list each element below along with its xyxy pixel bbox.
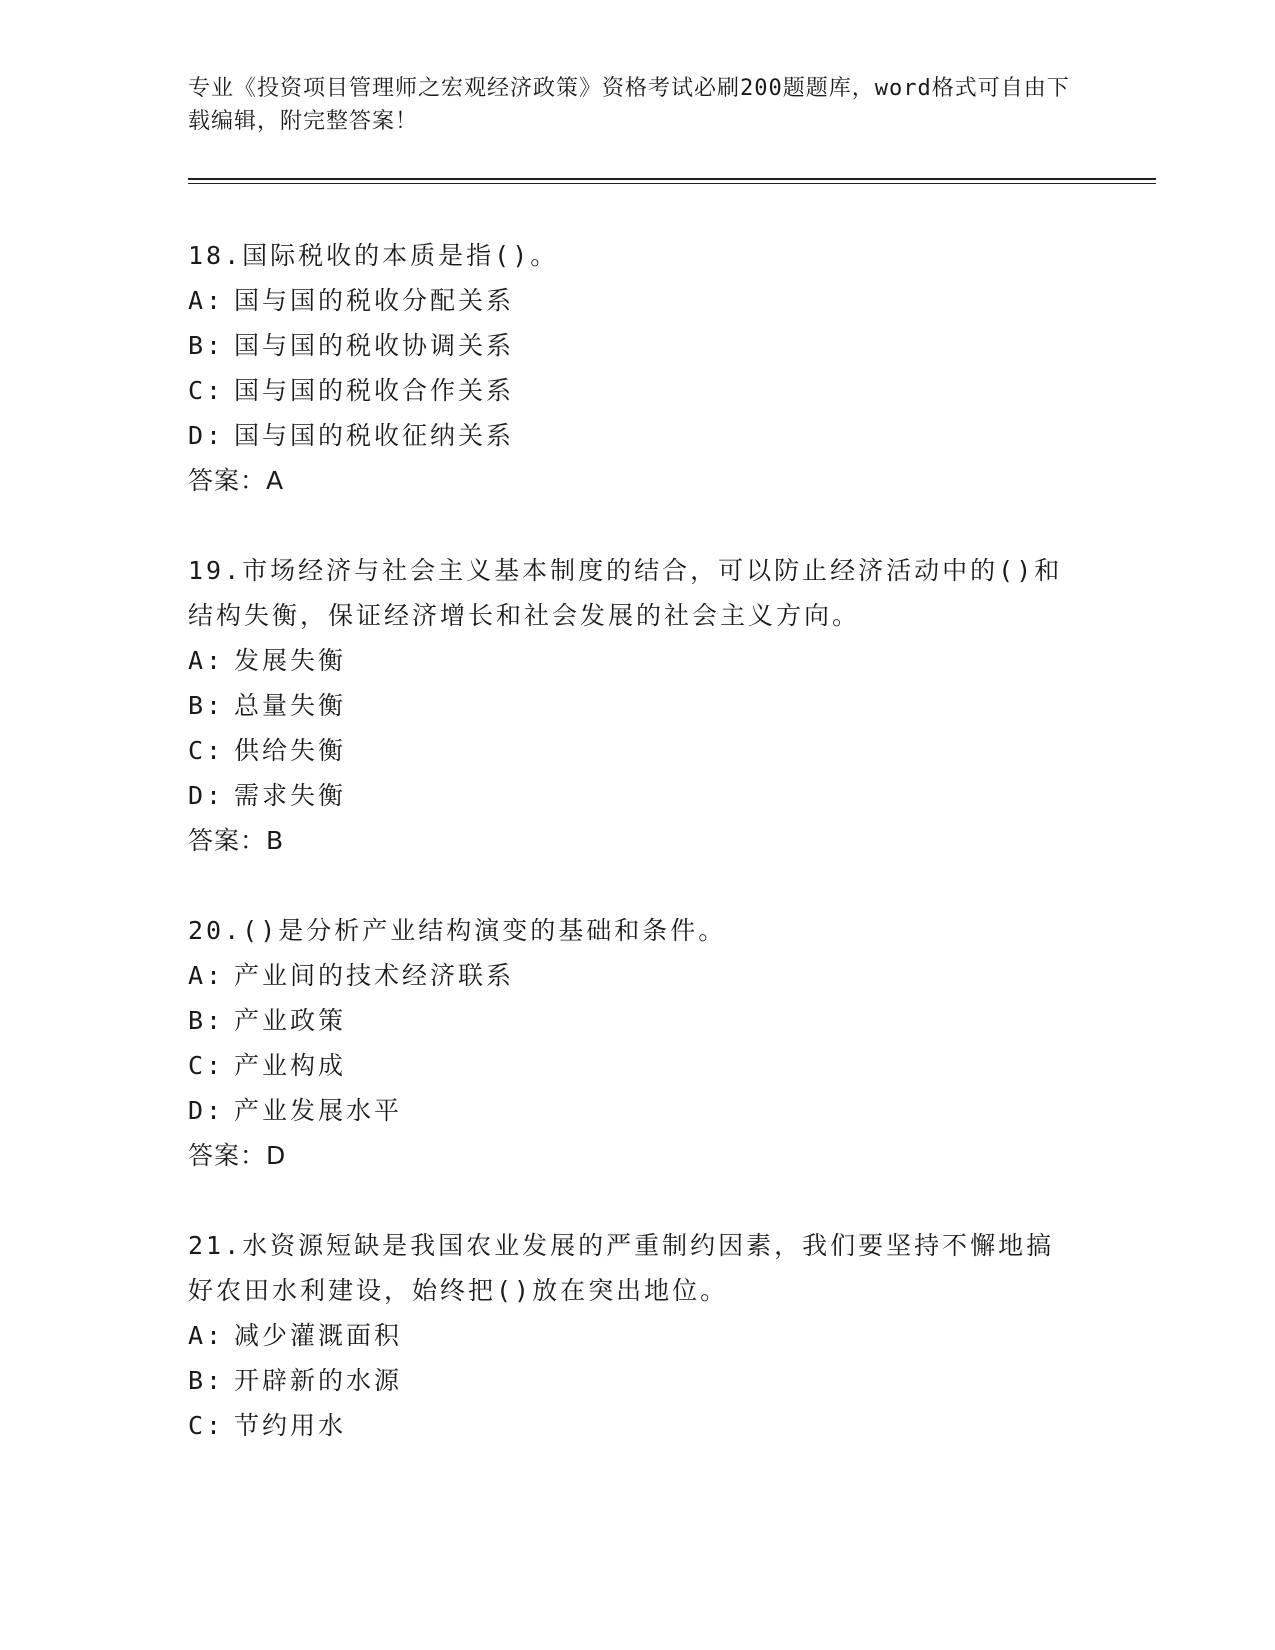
option-c — [188, 368, 1068, 413]
question-19 — [188, 548, 1068, 863]
option-text: 开辟新的水源 — [234, 1366, 403, 1395]
document-header: 专业《投资项目管理师之宏观经济政策》资格考试必刷200题题库，word格式可自由下载编辑，附完整答案！ — [188, 76, 1070, 134]
option-key: A: — [188, 286, 225, 315]
option-key: C: — [188, 736, 225, 765]
option-text: 减少灌溉面积 — [234, 1321, 403, 1350]
option-text: 产业发展水平 — [234, 1096, 403, 1125]
option-key: B: — [188, 331, 225, 360]
option-text: 总量失衡 — [234, 691, 347, 720]
question-stem: 20.()是分析产业结构演变的基础和条件。 — [188, 916, 727, 945]
option-key: D: — [188, 781, 225, 810]
option-c — [188, 728, 1068, 773]
option-text: 国与国的税收合作关系 — [234, 376, 515, 405]
option-text: 产业间的技术经济联系 — [234, 961, 515, 990]
option-b — [188, 998, 1068, 1043]
answer-line: 答案：D — [188, 1141, 287, 1170]
option-key: A: — [188, 961, 225, 990]
option-b — [188, 1358, 1068, 1403]
option-key: D: — [188, 1096, 225, 1125]
option-text: 国与国的税收征纳关系 — [234, 421, 515, 450]
option-key: C: — [188, 1411, 225, 1440]
header-divider-secondary — [188, 183, 1156, 184]
option-key: C: — [188, 376, 225, 405]
question-stem: 21.水资源短缺是我国农业发展的严重制约因素，我们要坚持不懈地搞好农田水利建设，始终把()放在突出地位。 — [188, 1231, 1055, 1305]
option-text: 国与国的税收分配关系 — [234, 286, 515, 315]
option-d — [188, 413, 1068, 458]
option-key: B: — [188, 1006, 225, 1035]
option-text: 产业政策 — [234, 1006, 347, 1035]
option-text: 供给失衡 — [234, 736, 347, 765]
option-text: 产业构成 — [234, 1051, 347, 1080]
option-text: 国与国的税收协调关系 — [234, 331, 515, 360]
answer-line: 答案：B — [188, 826, 285, 855]
question-stem: 19.市场经济与社会主义基本制度的结合，可以防止经济活动中的()和结构失衡，保证经济增长和社会发展的社会主义方向。 — [188, 556, 1063, 630]
question-list — [188, 233, 1068, 1493]
option-c — [188, 1043, 1068, 1088]
option-text: 节约用水 — [234, 1411, 347, 1440]
question-stem: 18.国际税收的本质是指()。 — [188, 241, 559, 270]
option-b — [188, 323, 1068, 368]
option-key: B: — [188, 1366, 225, 1395]
option-a — [188, 953, 1068, 998]
question-21 — [188, 1223, 1068, 1448]
question-18 — [188, 233, 1068, 503]
option-b — [188, 683, 1068, 728]
option-a — [188, 1313, 1068, 1358]
option-key: C: — [188, 1051, 225, 1080]
option-key: B: — [188, 691, 225, 720]
option-d — [188, 773, 1068, 818]
option-a — [188, 638, 1068, 683]
option-a — [188, 278, 1068, 323]
header-divider — [188, 178, 1156, 180]
option-text: 需求失衡 — [234, 781, 347, 810]
option-c — [188, 1403, 1068, 1448]
question-20 — [188, 908, 1068, 1178]
option-key: A: — [188, 1321, 225, 1350]
answer-line: 答案：A — [188, 466, 285, 495]
option-key: A: — [188, 646, 225, 675]
option-key: D: — [188, 421, 225, 450]
option-d — [188, 1088, 1068, 1133]
option-text: 发展失衡 — [234, 646, 347, 675]
